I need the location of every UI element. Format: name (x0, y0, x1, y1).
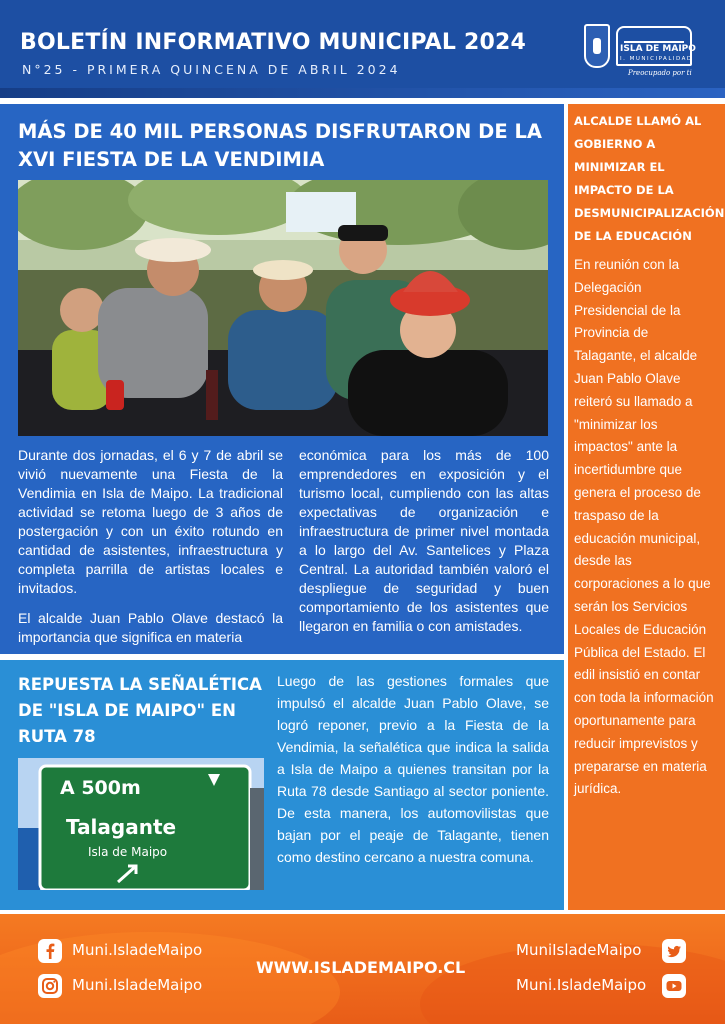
main-article-paragraph: Durante dos jornadas, el 6 y 7 de abril se vivió nuevamente una Fiesta de la Vendimia en Isla de Maipo. La tradicional actividad se retoma luego de 3 años de postergación y con un éxito rotundo en cantidad de asistentes, infraestructura y completa parrilla de artistas locales e invitados. (18, 447, 283, 596)
instagram-icon[interactable] (38, 974, 62, 998)
mountain-icon (624, 31, 684, 43)
signage-article-body: Luego de las gestiones formales que impulsó el alcalde Juan Pablo Olave, se logró reponer, previo a la Fiesta de la Vendimia, la señalética que indica la salida a Isla de Maipo a quienes transitan por la Ruta 78 desde Santiago al sector poniente. De esta manera, los automovilistas que bajan por el peaje de Talagante, tienen como destino cercano a nuestra comuna. (277, 673, 549, 865)
signage-article (0, 660, 564, 910)
sign-city: Talagante (66, 815, 177, 839)
facebook-handle[interactable]: Muni.IsladeMaipo (72, 941, 203, 959)
coat-of-arms-icon (584, 24, 610, 68)
facebook-icon[interactable] (38, 939, 62, 963)
main-article-title: MÁS DE 40 MIL PERSONAS DISFRUTARON DE LA XVI FIESTA DE LA VENDIMIA (18, 120, 542, 171)
municipality-logo (584, 24, 710, 80)
twitter-icon[interactable] (662, 939, 686, 963)
highway-sign-illustration (18, 758, 264, 890)
logo-slogan: Preocupado por ti (628, 69, 692, 77)
website-link[interactable]: WWW.ISLADEMAIPO.CL (256, 958, 466, 977)
logo-subtitle: I. MUNICIPALIDAD (620, 56, 693, 62)
instagram-handle[interactable]: Muni.IsladeMaipo (72, 976, 203, 994)
youtube-handle[interactable]: Muni.IsladeMaipo (516, 976, 647, 994)
sidebar-title: ALCALDE LLAMÓ AL GOBIERNO A MINIMIZAR EL IMPACTO DE LA DESMUNICIPALIZACIÓN DE LA EDUCACIÓN (574, 114, 725, 243)
signage-article-title: REPUESTA LA SEÑALÉTICA DE "ISLA DE MAIPO" EN RUTA 78 (18, 675, 262, 746)
sign-distance: A 500m (60, 777, 141, 799)
main-article-column-1 (18, 446, 283, 647)
sidebar-body: En reunión con la Delegación Presidencial de la Provincia de Talagante, el alcalde Juan Pablo Olave reiteró su llamado a "minimizar los impactos" ante la incertidumbre que genera el proceso de traspaso de la educación municipal, desde las corporaciones a lo que serán los Servicios Locales de Educación Pública del Estado. El edil insistió en contar con toda la información oportunamente para reducir imprevistos y prepararse en materia jurídica. (574, 257, 714, 797)
header-band (0, 88, 725, 98)
main-article-paragraph: El alcalde Juan Pablo Olave destacó la importancia que significa en materia (18, 610, 283, 645)
logo-box (616, 26, 696, 66)
youtube-icon[interactable] (662, 974, 686, 998)
main-article-paragraph: económica para los más de 100 emprendedores en exposición y el turismo local, cumpliendo con las altas expectativas de organización e infraestructura de primer nivel montada a lo largo del Av. Santelices y Plaza Central. La autoridad también valoró el despliegue de seguridad y buen comportamiento de los asistentes que llegaron en familia o con amistades. (299, 447, 549, 634)
logo-name: ISLA DE MAIPO (620, 44, 696, 54)
festival-photo-illustration (18, 180, 548, 436)
footer (0, 914, 725, 1024)
newsletter-title: BOLETÍN INFORMATIVO MUNICIPAL 2024 (20, 30, 526, 55)
education-sidebar (568, 104, 725, 910)
main-article (0, 104, 564, 654)
twitter-handle[interactable]: MuniIsladeMaipo (516, 941, 642, 959)
highway-sign-photo (18, 758, 264, 890)
newsletter-issue: N°25 - PRIMERA QUINCENA DE ABRIL 2024 (22, 62, 401, 77)
vendimia-festival-photo (18, 180, 548, 436)
newsletter-header (0, 0, 725, 98)
sign-town: Isla de Maipo (88, 845, 168, 859)
main-article-column-2 (299, 446, 549, 636)
